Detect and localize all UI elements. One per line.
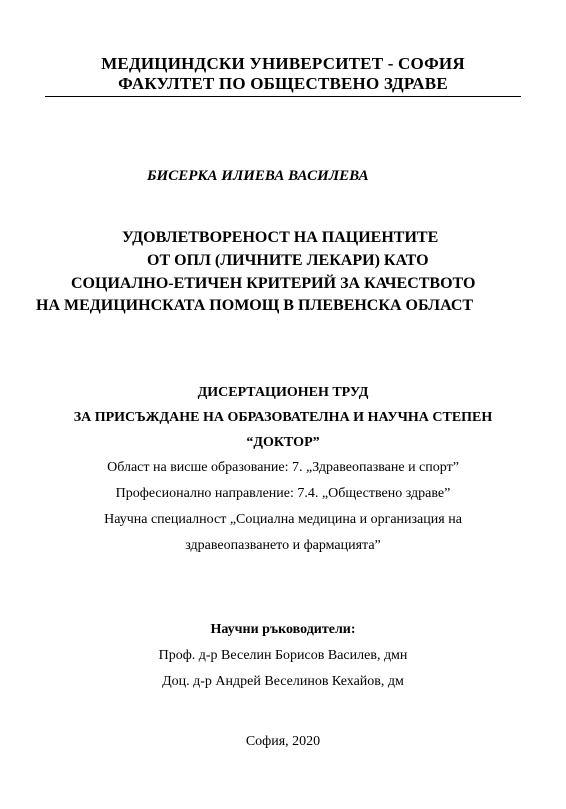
title-line: УДОВЛЕТВОРЕНОСТ НА ПАЦИЕНТИТЕ <box>122 229 439 246</box>
header-rule <box>45 96 521 97</box>
professional-direction: Професионално направление: 7.4. „Обществено здраве” <box>115 486 451 501</box>
title-line: ОТ ОПЛ (ЛИЧНИТЕ ЛЕКАРИ) КАТО <box>147 252 429 269</box>
degree-line: ЗА ПРИСЪЖДАНЕ НА ОБРАЗОВАТЕЛНА И НАУЧНА СТЕПЕН <box>73 410 493 425</box>
specialty-line-cont: здравеопазването и фармацията” <box>185 538 381 553</box>
title-line: СОЦИАЛНО-ЕТИЧЕН КРИТЕРИЙ ЗА КАЧЕСТВОТО <box>71 275 476 292</box>
title-line: НА МЕДИЦИНСКАТА ПОМОЩ В ПЛЕВЕНСКА ОБЛАСТ <box>36 297 474 314</box>
university-name: МЕДИЦИНДСКИ УНИВЕРСИТЕТ - СОФИЯ <box>101 54 465 73</box>
supervisors-heading: Научни ръководители: <box>210 622 356 637</box>
specialty-line: Научна специалност „Социална медицина и организация на <box>104 512 462 527</box>
author-name: БИСЕРКА ИЛИЕВА ВАСИЛЕВА <box>147 168 369 184</box>
supervisor: Доц. д-р Андрей Веселинов Кехайов, дм <box>162 674 404 689</box>
faculty-name: ФАКУЛТЕТ ПО ОБЩЕСТВЕНО ЗДРАВЕ <box>118 74 448 93</box>
degree-name: “ДОКТОР” <box>246 435 320 450</box>
thesis-type: ДИСЕРТАЦИОНЕН ТРУД <box>197 385 369 400</box>
field-of-education: Област на висше образование: 7. „Здравеопазване и спорт” <box>107 460 459 475</box>
supervisor: Проф. д-р Веселин Борисов Василев, дмн <box>158 648 408 663</box>
place-year: София, 2020 <box>245 734 321 749</box>
